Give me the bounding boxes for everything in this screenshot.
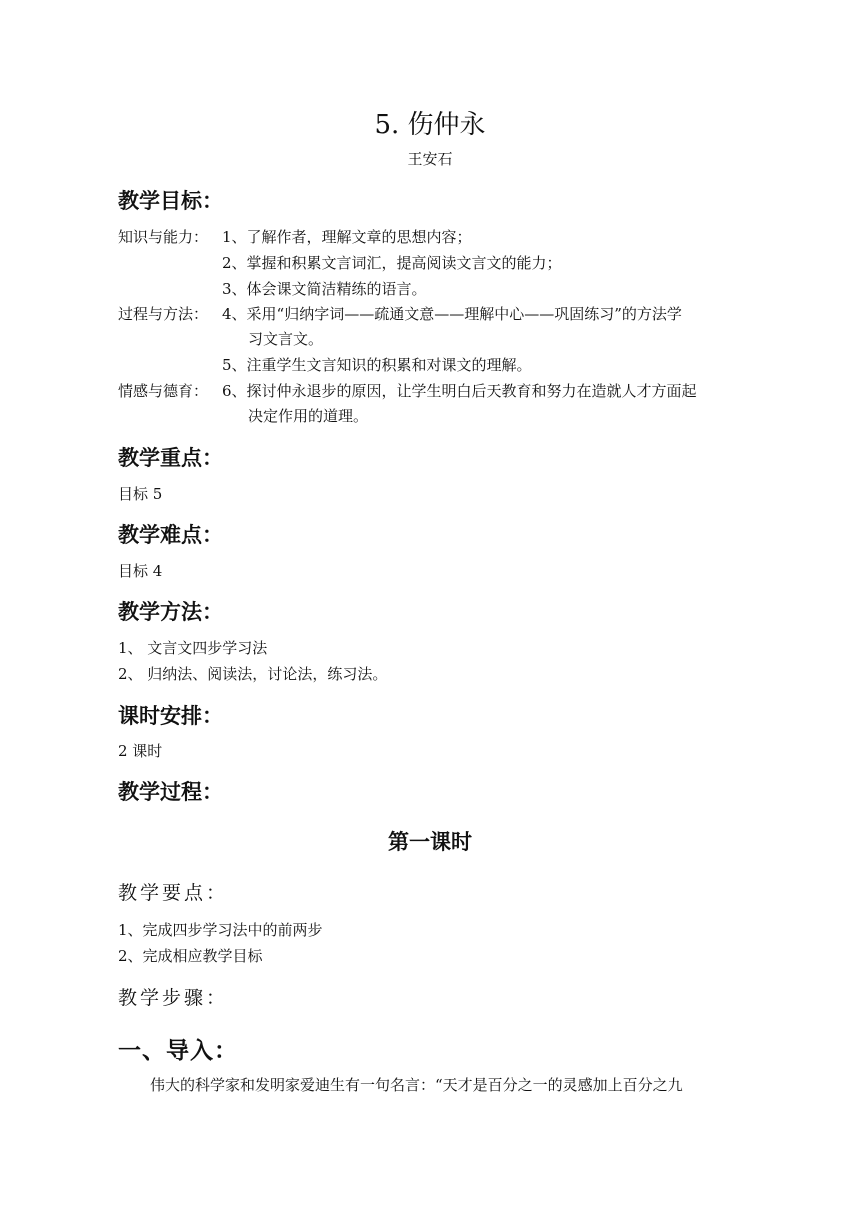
lesson-point-1: 1、完成四步学习法中的前两步: [118, 921, 323, 939]
schedule-text: 2 课时: [118, 742, 163, 760]
intro-heading: 一、导入：: [118, 1038, 238, 1064]
goals-label-knowledge: 知识与能力：: [118, 228, 209, 246]
document-title: 5. 伤仲永: [374, 110, 486, 140]
lesson-points-heading: 教学要点：: [118, 882, 229, 904]
goal-item-4: 4、采用“归纳字词——疏通文意——理解中心——巩固练习”的方法学: [222, 305, 682, 323]
methods-heading: 教学方法：: [118, 600, 223, 624]
goal-item-2: 2、掌握和积累文言词汇，提高阅读文言文的能力；: [222, 254, 562, 272]
goals-heading: 教学目标：: [118, 189, 223, 213]
intro-paragraph: 伟大的科学家和发明家爱迪生有一句名言：“天才是百分之一的灵感加上百分之九: [150, 1076, 683, 1094]
schedule-heading: 课时安排：: [118, 704, 223, 728]
key-points-text: 目标 5: [118, 485, 163, 503]
goal-item-6-continued: 决定作用的道理。: [248, 407, 369, 425]
goals-label-process: 过程与方法：: [118, 305, 209, 323]
goal-item-6: 6、探讨仲永退步的原因，让学生明白后天教育和努力在造就人才方面起: [222, 382, 697, 400]
method-item-2: 2、 归纳法、阅读法，讨论法，练习法。: [118, 665, 388, 683]
lesson-title: 第一课时: [388, 830, 472, 854]
goal-item-5: 5、注重学生文言知识的积累和对课文的理解。: [222, 356, 532, 374]
method-item-1: 1、 文言文四步学习法: [118, 639, 268, 657]
process-heading: 教学过程：: [118, 780, 223, 804]
goal-item-4-continued: 习文言文。: [248, 330, 324, 348]
goal-item-3: 3、体会课文简洁精练的语言。: [222, 280, 427, 298]
difficulties-text: 目标 4: [118, 562, 163, 580]
goals-label-emotion: 情感与德育：: [118, 382, 209, 400]
lesson-steps-heading: 教学步骤：: [118, 987, 229, 1009]
difficulties-heading: 教学难点：: [118, 523, 223, 547]
key-points-heading: 教学重点：: [118, 446, 223, 470]
author-name: 王安石: [407, 150, 453, 168]
lesson-point-2: 2、完成相应教学目标: [118, 947, 263, 965]
goal-item-1: 1、了解作者，理解文章的思想内容；: [222, 228, 472, 246]
